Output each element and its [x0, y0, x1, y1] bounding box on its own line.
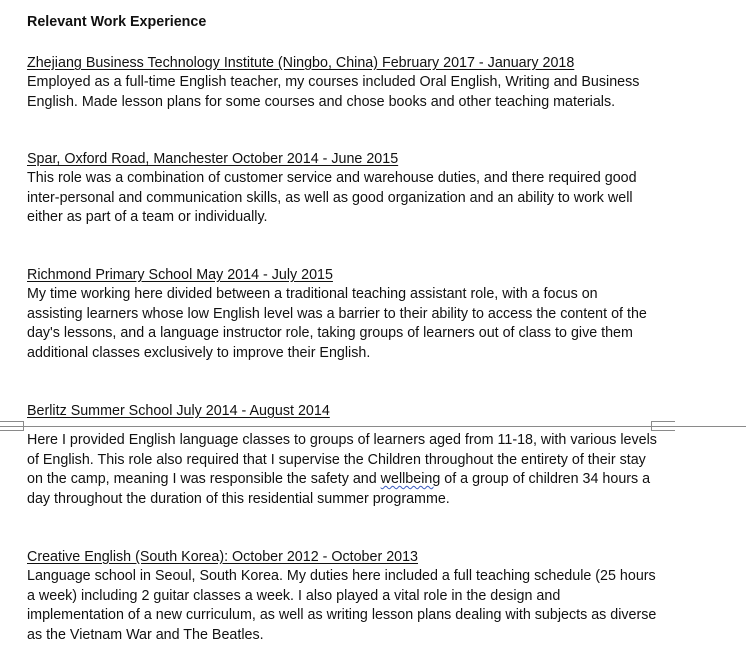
job-entry-zhejiang: [27, 54, 657, 112]
document-page[interactable]: [27, 13, 657, 643]
page-break-marker-left: [0, 421, 24, 431]
job-heading: Berlitz Summer School July 2014 - August 2014: [27, 403, 330, 419]
description-text: of a group of children 34 hours a day throughout the duration of this residential summer programme.: [27, 471, 651, 507]
job-heading: Zhejiang Business Technology Institute (Ningbo, China) February 2017 - January 2018: [27, 55, 575, 71]
job-heading: Creative English (South Korea): October 2012 - October 2013: [27, 549, 418, 565]
job-entry-creative-english: [27, 548, 657, 645]
spelling-flag[interactable]: wellbeing: [380, 471, 441, 488]
job-heading: Spar, Oxford Road, Manchester October 2014 - June 2015: [27, 151, 399, 167]
job-heading: Richmond Primary School May 2014 - July 2015: [27, 267, 333, 283]
job-description: [27, 431, 657, 509]
job-entry-berlitz: [27, 402, 657, 509]
page-break-marker-right: [651, 421, 675, 431]
job-entry-richmond: [27, 266, 657, 363]
page-break-line: [0, 426, 746, 427]
section-title: Relevant Work Experience: [27, 14, 207, 30]
job-description: My time working here divided between a traditional teaching assistant role, with a focus on assisting learners whose low English level was a barrier to their ability to access the content of the day's lessons, and a language instructor role, taking groups of learners out of class to give them additional classes exclusively to improve their English.: [27, 286, 647, 361]
job-description: Employed as a full-time English teacher, my courses included Oral English, Writing and Business English. Made lesson plans for some courses and chose books and other teaching materials.: [27, 74, 640, 110]
description-text: Here I provided English language classes to groups of learners aged from 11-18, with various levels of English. This role also required that I supervise the Children throughout the entirety of their stay on the camp, meaning I was responsible the safety and: [27, 432, 657, 488]
job-description: This role was a combination of customer service and warehouse duties, and there required good inter-personal and communication skills, as well as good organization and an ability to work well either as part of a team or individually.: [27, 170, 637, 226]
job-entry-spar: [27, 150, 657, 228]
job-description: Language school in Seoul, South Korea. My duties here included a full teaching schedule (25 hours a week) including 2 guitar classes a week. I also played a vital role in the design and implementation of a new curriculum, as well as writing lesson plans dealing with subjects as diverse as the Vietnam War and The Beatles.: [27, 568, 657, 643]
